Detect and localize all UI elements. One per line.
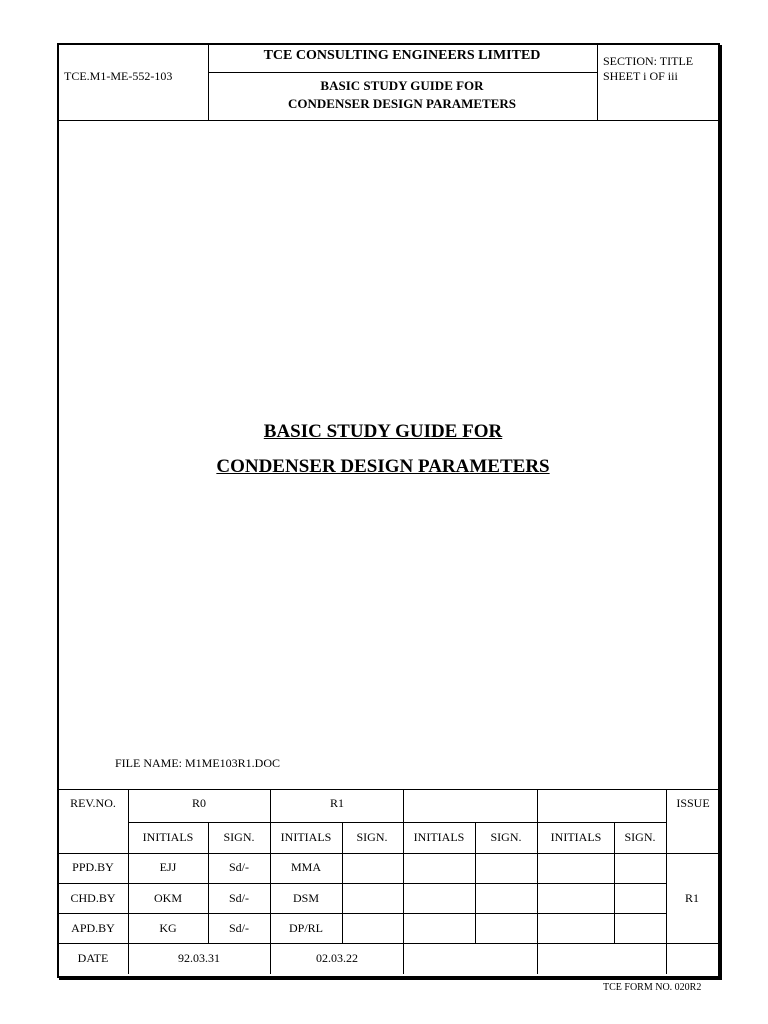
- sign-header-2: SIGN.: [356, 830, 388, 844]
- table-col-line-2: [208, 822, 209, 943]
- section-label: SECTION: TITLE: [603, 54, 694, 68]
- date-label: DATE: [77, 951, 109, 965]
- sign-header-3: SIGN.: [490, 830, 522, 844]
- header-divider-left: [208, 45, 209, 120]
- initials-header-4: INITIALS: [550, 830, 602, 844]
- main-title-line1: BASIC STUDY GUIDE FOR: [263, 421, 503, 442]
- sign-header-1: SIGN.: [223, 830, 255, 844]
- initials-header-3: INITIALS: [413, 830, 465, 844]
- issue-value: R1: [684, 891, 700, 905]
- apd-r1-initials: DP/RL: [288, 921, 324, 935]
- chd-r0-initials: OKM: [153, 891, 183, 905]
- header-title-line2: CONDENSER DESIGN PARAMETERS: [287, 96, 517, 111]
- date-r0: 92.03.31: [178, 951, 220, 965]
- table-row-line-1: [59, 883, 666, 884]
- table-top-line: [59, 789, 718, 790]
- main-title-line2: CONDENSER DESIGN PARAMETERS: [216, 456, 550, 477]
- table-row-line-3: [59, 943, 718, 944]
- apd-r0-initials: KG: [159, 921, 177, 935]
- company-name: TCE CONSULTING ENGINEERS LIMITED: [263, 48, 541, 63]
- header-title-line1: BASIC STUDY GUIDE FOR: [320, 78, 484, 93]
- document-number: TCE.M1-ME-552-103: [64, 69, 173, 83]
- ppd-r1-initials: MMA: [290, 860, 322, 874]
- table-col-line-1: [128, 789, 129, 974]
- ppd-by-label: PPD.BY: [72, 860, 114, 874]
- apd-by-label: APD.BY: [71, 921, 115, 935]
- apd-r0-sign: Sd/-: [228, 921, 250, 935]
- ppd-r0-sign: Sd/-: [228, 860, 250, 874]
- initials-header-2: INITIALS: [280, 830, 332, 844]
- table-col-line-6: [475, 822, 476, 943]
- rev-r1-header: R1: [329, 796, 345, 810]
- chd-by-label: CHD.BY: [70, 891, 116, 905]
- table-row-line-2: [59, 913, 666, 914]
- sheet-label: SHEET i OF iii: [603, 69, 678, 83]
- initials-header-1: INITIALS: [142, 830, 194, 844]
- table-col-line-3: [270, 789, 271, 974]
- table-col-line-4: [342, 822, 343, 943]
- chd-r0-sign: Sd/-: [228, 891, 250, 905]
- ppd-r0-initials: EJJ: [159, 860, 177, 874]
- rev-no-label: REV.NO.: [70, 796, 116, 810]
- sign-header-4: SIGN.: [624, 830, 656, 844]
- header-bottom-line: [59, 120, 718, 121]
- header-title-divider: [208, 72, 597, 73]
- date-r1: 02.03.22: [316, 951, 358, 965]
- table-col-line-8: [614, 822, 615, 943]
- header-divider-right: [597, 45, 598, 120]
- table-col-line-7: [537, 789, 538, 974]
- rev-r0-header: R0: [191, 796, 207, 810]
- table-col-line-9: [666, 789, 667, 974]
- form-number: TCE FORM NO. 020R2: [603, 982, 702, 993]
- chd-r1-initials: DSM: [292, 891, 320, 905]
- table-col-line-5: [403, 789, 404, 974]
- issue-label: ISSUE: [676, 796, 710, 810]
- table-header-bottom-line: [59, 853, 718, 854]
- file-name: FILE NAME: M1ME103R1.DOC: [115, 756, 281, 770]
